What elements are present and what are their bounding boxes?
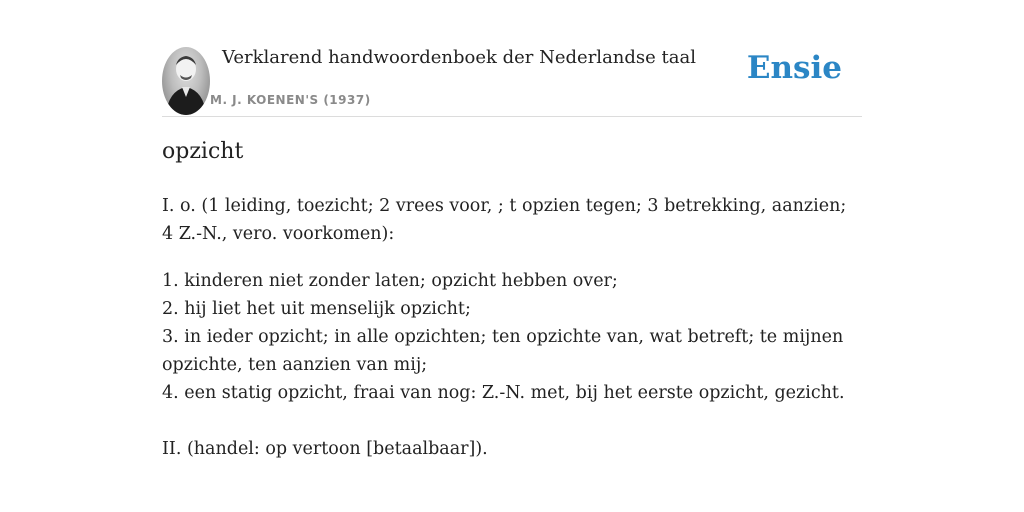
entry-definition <box>162 192 862 463</box>
definition-intro: I. o. (1 leiding, toezicht; 2 vrees voor, ; t opzien tegen; 3 betrekking, aanzien; 4 Z.-N., vero. voorkomen): <box>162 196 847 244</box>
dictionary-header <box>162 46 862 117</box>
definition-part-two: II. (handel: op vertoon [betaalbaar]). <box>162 439 488 459</box>
sense-item: 1. kinderen niet zonder laten; opzicht hebben over; <box>162 271 618 291</box>
dictionary-author: M. J. KOENEN'S (1937) <box>210 93 371 107</box>
dictionary-title: Verklarend handwoordenboek der Nederlandse taal <box>222 47 696 68</box>
ensie-logo-link[interactable]: Ensie <box>746 50 842 86</box>
sense-item: 2. hij liet het uit menselijk opzicht; <box>162 299 471 319</box>
sense-list <box>162 267 862 407</box>
sense-item: 4. een statig opzicht, fraai van nog: Z.-N. met, bij het eerste opzicht, gezicht. <box>162 383 845 403</box>
sense-item: 3. in ieder opzicht; in alle opzichten; ten opzichte van, wat betreft; te mijnen opzichte, ten aanzien van mij; <box>162 327 844 375</box>
author-portrait <box>162 47 210 115</box>
entry-headword: opzicht <box>162 139 244 164</box>
